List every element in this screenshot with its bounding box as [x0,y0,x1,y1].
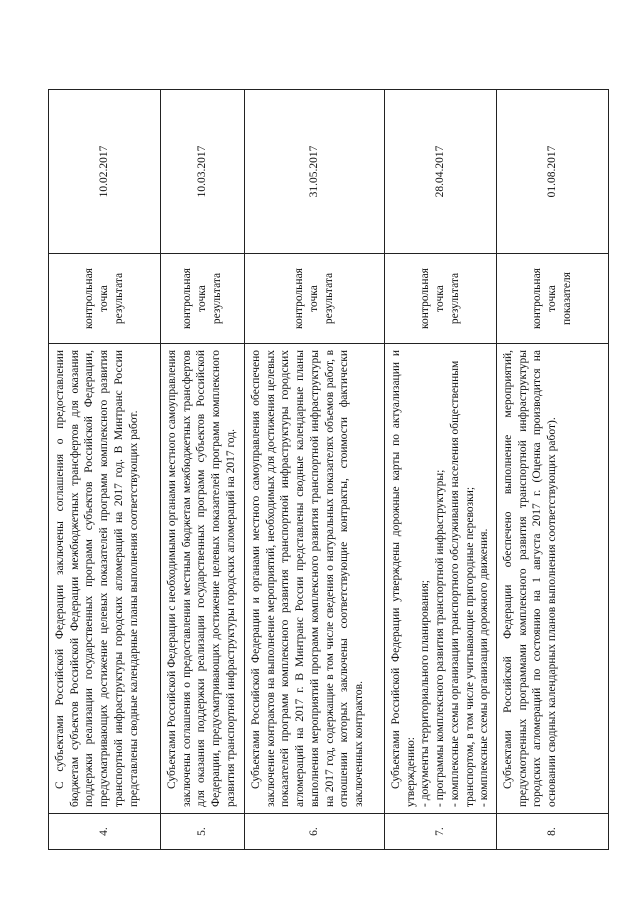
rotated-page [48,90,608,850]
row-description: С субъектами Российской Федерации заключены соглашения о предоставлении бюджетам субъектов Российской Федерации межбюджетных трансфертов для оказания поддержки реализации государственных программ субъектов Российской Федерации, предусматривающих достижение целевых показателей программ комплексного развития транспортной инфраструктуры городских агломераций на 2017 год. В Минтранс России представлены сводные календарные планы выполнения соответствующих работ. [49,344,161,814]
row-description: Субъектами Российской Федерации и органами местного самоуправления обеспечено заключение контрактов на выполнение мероприятий, необходимых для достижения целевых показателей программ комплексного развития транспортной инфраструктуры городских агломераций на 2017 г. В Минтранс России представлены сводные календарные планы выполнения мероприятий программ комплексного развития транспортной инфраструктуры на 2017 год, содержащие в том числе сведения о натуральных показателях объемов работ, в отношении которых заключены соответствующие контракты, стоимости фактически заключенных контрактов. [245,344,385,814]
row-number: 5. [161,814,245,850]
table-row [161,90,245,850]
row-date: 28.04.2017 [385,90,497,254]
row-description: Субъектами Российской Федерации обеспечено выполнение мероприятий, предусмотренных программами комплексного развития транспортной инфраструктуры городских агломераций по состоянию на 1 августа 2017 г. (Оценка производится на основании сводных календарных планов выполнения соответствующих работ). [497,344,609,814]
row-description: Субъектами Российской Федерации с необходимыми органами местного самоуправления заключены соглашения о предоставлении местным бюджетам межбюджетных трансфертов для оказания поддержки реализации государственных программ субъектов Российской Федерации, предусматривающих достижение целевых показателей программ комплексного развития транспортной инфраструктуры городских агломераций на 2017 год. [161,344,245,814]
list-item: - документы территориального планирования; [419,580,432,807]
row-type: контрольная точка показателя [497,254,609,344]
row-date: 01.08.2017 [497,90,609,254]
row-type: контрольная точка результата [385,254,497,344]
table-row [497,90,609,850]
list-item: - комплексные схемы организации дорожного движения. [478,528,491,807]
control-points-table [48,89,609,850]
table-row [385,90,497,850]
row-number: 4. [49,814,161,850]
row-date: 10.03.2017 [161,90,245,254]
row-number: 6. [245,814,385,850]
row-type: контрольная точка результата [161,254,245,344]
list-item: - комплексные схемы организации транспортного обслуживания населения общественным транспортом, в том числе учитывающие пригородные перевозки; [448,360,476,807]
row-type: контрольная точка результата [49,254,161,344]
list-item: - программы комплексного развития транспортной инфраструктуры; [434,469,447,807]
row-type: контрольная точка результата [245,254,385,344]
table-row [245,90,385,850]
row-date: 10.02.2017 [49,90,161,254]
row-date: 31.05.2017 [245,90,385,254]
table-row [49,90,161,850]
row-number: 7. [385,814,497,850]
row-description: Субъектами Российской Федерации утверждены дорожные карты по актуализации и утверждению: - документы территориального планирования; - программы комплексного развития транспортной инфраструктуры; - комплексные схемы организации транспортного обслуживания населения общественным транспортом, в том числе учитывающие пригородные перевозки; - комплексные схемы организации дорожного движения. [385,344,497,814]
row-number: 8. [497,814,609,850]
